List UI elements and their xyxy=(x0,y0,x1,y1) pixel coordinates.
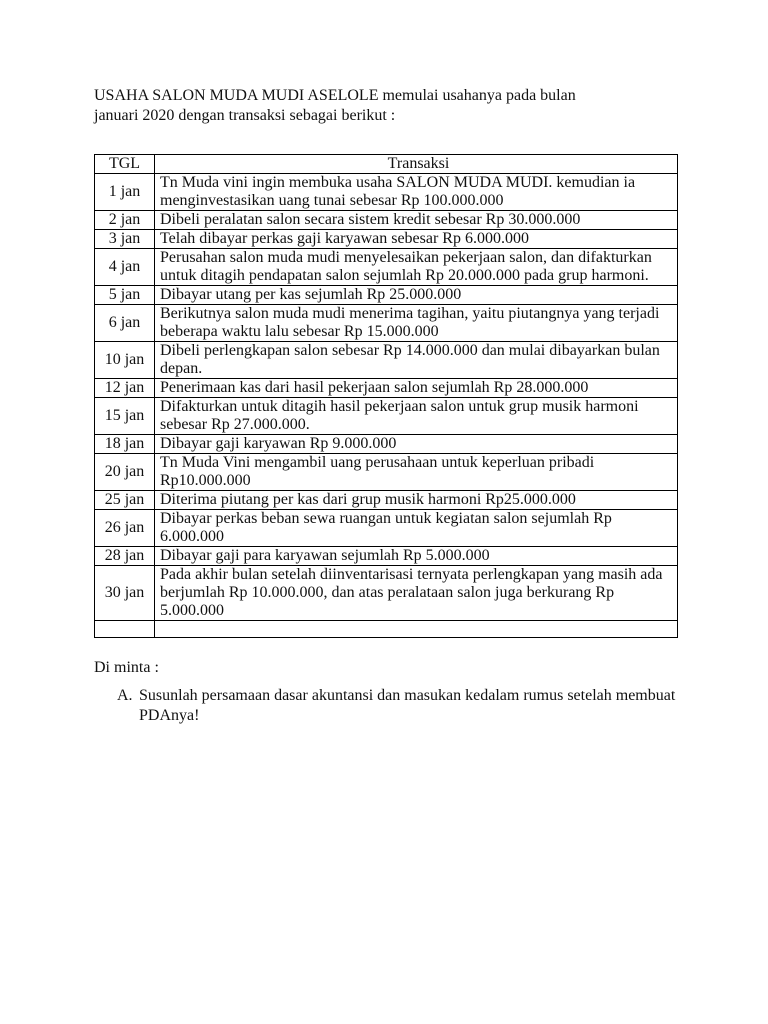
table-row xyxy=(95,566,678,621)
table-row xyxy=(95,174,678,211)
table-row xyxy=(95,398,678,435)
transaction-description: Dibeli peralatan salon secara sistem kredit sebesar Rp 30.000.000 xyxy=(155,211,678,230)
transaction-description: Difakturkan untuk ditagih hasil pekerjaan salon untuk grup musik harmoni sebesar Rp 27.000.000. xyxy=(155,398,678,435)
empty-table-row xyxy=(95,621,678,638)
header-transaction: Transaksi xyxy=(155,155,678,174)
task-text: Susunlah persamaan dasar akuntansi dan masukan kedalam rumus setelah membuat PDAnya! xyxy=(139,687,676,724)
table-row xyxy=(95,249,678,286)
transaction-description: Berikutnya salon muda mudi menerima tagihan, yaitu piutangnya yang terjadi beberapa waktu lalu sebesar Rp 15.000.000 xyxy=(155,305,678,342)
transaction-date: 28 jan xyxy=(95,547,155,566)
transaction-description: Dibayar perkas beban sewa ruangan untuk kegiatan salon sejumlah Rp 6.000.000 xyxy=(155,510,678,547)
transactions-body xyxy=(95,174,678,638)
transaction-description: Telah dibayar perkas gaji karyawan sebesar Rp 6.000.000 xyxy=(155,230,678,249)
transaction-description: Dibeli perlengkapan salon sebesar Rp 14.000.000 dan mulai dibayarkan bulan depan. xyxy=(155,342,678,379)
transaction-date: 15 jan xyxy=(95,398,155,435)
table-row xyxy=(95,286,678,305)
table-row xyxy=(95,454,678,491)
transaction-description: Tn Muda vini ingin membuka usaha SALON MUDA MUDI. kemudian ia menginvestasikan uang tunai sebesar Rp 100.000.000 xyxy=(155,174,678,211)
transaction-date: 25 jan xyxy=(95,491,155,510)
transaction-date: 6 jan xyxy=(95,305,155,342)
transaction-date: 12 jan xyxy=(95,379,155,398)
transaction-date: 10 jan xyxy=(95,342,155,379)
transaction-date: 2 jan xyxy=(95,211,155,230)
table-row xyxy=(95,435,678,454)
transaction-date: 5 jan xyxy=(95,286,155,305)
transaction-date: 30 jan xyxy=(95,566,155,621)
empty-cell xyxy=(155,621,678,638)
table-row xyxy=(95,342,678,379)
table-row xyxy=(95,547,678,566)
transaction-description: Penerimaan kas dari hasil pekerjaan salon sejumlah Rp 28.000.000 xyxy=(155,379,678,398)
asked-label: Di minta : xyxy=(94,659,159,676)
transaction-description: Dibayar gaji para karyawan sejumlah Rp 5.000.000 xyxy=(155,547,678,566)
table-row xyxy=(95,305,678,342)
transaction-description: Pada akhir bulan setelah diinventarisasi ternyata perlengkapan yang masih ada berjumlah Rp 10.000.000, dan atas peralataan salon juga berkurang Rp 5.000.000 xyxy=(155,566,678,621)
transaction-description: Perusahan salon muda mudi menyelesaikan pekerjaan salon, dan difakturkan untuk ditagih pendapatan salon sejumlah Rp 20.000.000 pada grup harmoni. xyxy=(155,249,678,286)
transactions-table xyxy=(94,154,678,638)
table-row xyxy=(95,491,678,510)
transaction-description: Tn Muda Vini mengambil uang perusahaan untuk keperluan pribadi Rp10.000.000 xyxy=(155,454,678,491)
intro-line-1: USAHA SALON MUDA MUDI ASELOLE memulai usahanya pada bulan xyxy=(94,87,576,104)
transaction-date: 4 jan xyxy=(95,249,155,286)
table-row xyxy=(95,379,678,398)
transaction-date: 3 jan xyxy=(95,230,155,249)
transaction-description: Dibayar utang per kas sejumlah Rp 25.000.000 xyxy=(155,286,678,305)
transaction-description: Diterima piutang per kas dari grup musik harmoni Rp25.000.000 xyxy=(155,491,678,510)
header-date: TGL xyxy=(95,155,155,174)
transaction-date: 26 jan xyxy=(95,510,155,547)
transaction-date: 1 jan xyxy=(95,174,155,211)
transaction-date: 18 jan xyxy=(95,435,155,454)
intro-paragraph xyxy=(94,86,694,126)
table-row xyxy=(95,211,678,230)
table-header-row xyxy=(95,155,678,174)
transaction-date: 20 jan xyxy=(95,454,155,491)
task-label: A. xyxy=(117,687,133,704)
transaction-description: Dibayar gaji karyawan Rp 9.000.000 xyxy=(155,435,678,454)
intro-line-2: januari 2020 dengan transaksi sebagai berikut : xyxy=(94,107,396,124)
task-item xyxy=(117,686,677,726)
table-row xyxy=(95,230,678,249)
empty-cell xyxy=(95,621,155,638)
table-row xyxy=(95,510,678,547)
